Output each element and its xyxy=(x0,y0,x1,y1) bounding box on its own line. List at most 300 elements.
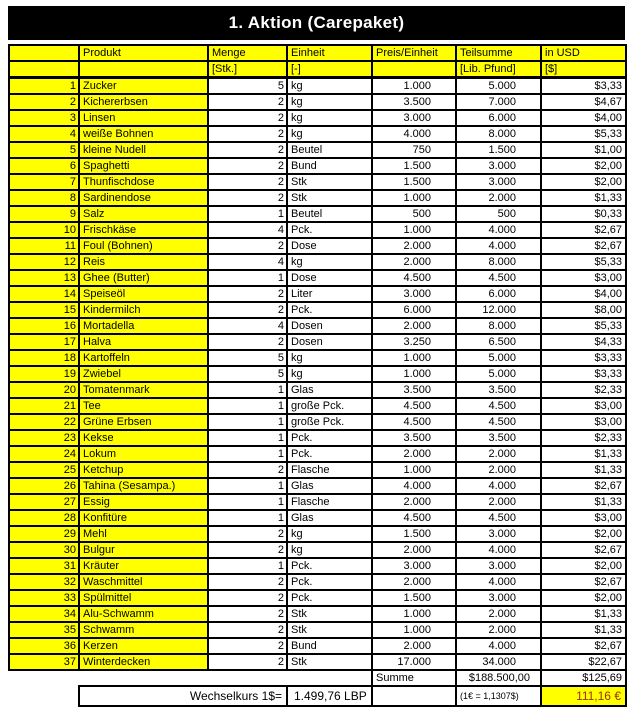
cell-menge: 2 xyxy=(208,158,287,174)
table-row xyxy=(9,222,626,238)
cell-teilsumme: 3.000 xyxy=(456,590,541,606)
cell-produkt: Mortadella xyxy=(79,318,208,334)
table-row xyxy=(9,590,626,606)
table-row xyxy=(9,654,626,670)
exchange-rate-value: 1.499,76 LBP xyxy=(287,686,372,706)
cell-usd: $5,33 xyxy=(541,126,626,142)
cell-einheit: Glas xyxy=(287,478,372,494)
cell-preis: 3.500 xyxy=(372,430,456,446)
cell-nr: 30 xyxy=(9,542,79,558)
cell-menge: 2 xyxy=(208,286,287,302)
cell-produkt: Alu-Schwamm xyxy=(79,606,208,622)
cell-produkt: Salz xyxy=(79,206,208,222)
cell-menge: 2 xyxy=(208,142,287,158)
cell-teilsumme: 3.500 xyxy=(456,382,541,398)
cell-einheit: Stk xyxy=(287,190,372,206)
cell-produkt: Thunfischdose xyxy=(79,174,208,190)
cell-produkt: Tomatenmark xyxy=(79,382,208,398)
cell-teilsumme: 4.500 xyxy=(456,510,541,526)
header-usd: in USD xyxy=(541,45,626,61)
cell-einheit: kg xyxy=(287,126,372,142)
cell-menge: 1 xyxy=(208,430,287,446)
cell-produkt: Waschmittel xyxy=(79,574,208,590)
table-row xyxy=(9,510,626,526)
cell-einheit: Pck. xyxy=(287,430,372,446)
unit-preis xyxy=(372,61,456,78)
header-row xyxy=(9,45,626,61)
cell-einheit: große Pck. xyxy=(287,414,372,430)
cell-einheit: Dosen xyxy=(287,334,372,350)
cell-usd: $3,00 xyxy=(541,414,626,430)
cell-teilsumme: 4.000 xyxy=(456,638,541,654)
cell-teilsumme: 4.000 xyxy=(456,222,541,238)
cell-produkt: Kichererbsen xyxy=(79,94,208,110)
cell-preis: 3.000 xyxy=(372,286,456,302)
table-row xyxy=(9,142,626,158)
cell-preis: 1.000 xyxy=(372,222,456,238)
cell-nr: 36 xyxy=(9,638,79,654)
cell-produkt: Bulgur xyxy=(79,542,208,558)
cell-einheit: große Pck. xyxy=(287,398,372,414)
cell-nr: 16 xyxy=(9,318,79,334)
cell-produkt: Zucker xyxy=(79,78,208,95)
cell-menge: 2 xyxy=(208,302,287,318)
cell-teilsumme: 500 xyxy=(456,206,541,222)
cell-nr: 13 xyxy=(9,270,79,286)
cell-menge: 2 xyxy=(208,622,287,638)
cell-einheit: kg xyxy=(287,110,372,126)
cell-menge: 2 xyxy=(208,462,287,478)
cell-menge: 5 xyxy=(208,350,287,366)
cell-preis: 500 xyxy=(372,206,456,222)
cell-teilsumme: 4.500 xyxy=(456,270,541,286)
cell-preis: 6.000 xyxy=(372,302,456,318)
cell-produkt: Ghee (Butter) xyxy=(79,270,208,286)
cell-teilsumme: 4.000 xyxy=(456,238,541,254)
cell-menge: 2 xyxy=(208,334,287,350)
cell-menge: 2 xyxy=(208,238,287,254)
cell-produkt: Tahina (Sesampa.) xyxy=(79,478,208,494)
cell-nr: 15 xyxy=(9,302,79,318)
cell-produkt: Kekse xyxy=(79,430,208,446)
cell-nr: 20 xyxy=(9,382,79,398)
cell-menge: 4 xyxy=(208,222,287,238)
cell-produkt: Mehl xyxy=(79,526,208,542)
cell-usd: $5,33 xyxy=(541,254,626,270)
cell-einheit: kg xyxy=(287,78,372,95)
cell-teilsumme: 1.500 xyxy=(456,142,541,158)
cell-nr: 10 xyxy=(9,222,79,238)
table-row xyxy=(9,302,626,318)
summary-row xyxy=(9,670,626,686)
cell-produkt: Lokum xyxy=(79,446,208,462)
cell-preis: 1.000 xyxy=(372,462,456,478)
cell-teilsumme: 6.500 xyxy=(456,334,541,350)
cell-einheit: Pck. xyxy=(287,302,372,318)
cell-einheit: kg xyxy=(287,526,372,542)
cell-nr: 1 xyxy=(9,78,79,95)
cell-preis: 1.000 xyxy=(372,606,456,622)
cell-preis: 4.000 xyxy=(372,126,456,142)
table-row xyxy=(9,430,626,446)
cell-nr: 25 xyxy=(9,462,79,478)
cell-produkt: kleine Nudell xyxy=(79,142,208,158)
cell-menge: 2 xyxy=(208,174,287,190)
table-row xyxy=(9,78,626,95)
table-row xyxy=(9,446,626,462)
cell-einheit: kg xyxy=(287,350,372,366)
cell-usd: $2,67 xyxy=(541,574,626,590)
cell-teilsumme: 5.000 xyxy=(456,350,541,366)
table-row xyxy=(9,558,626,574)
cell-preis: 4.500 xyxy=(372,270,456,286)
cell-preis: 2.000 xyxy=(372,238,456,254)
cell-preis: 1.000 xyxy=(372,78,456,95)
cell-usd: $2,00 xyxy=(541,590,626,606)
table-row xyxy=(9,126,626,142)
euro-rate-note: (1€ = 1,1307$) xyxy=(456,686,541,706)
cell-usd: $2,33 xyxy=(541,430,626,446)
cell-preis: 2.000 xyxy=(372,254,456,270)
cell-preis: 2.000 xyxy=(372,494,456,510)
cell-usd: $1,00 xyxy=(541,142,626,158)
table-row xyxy=(9,350,626,366)
cell-menge: 2 xyxy=(208,526,287,542)
cell-nr: 37 xyxy=(9,654,79,670)
cell-menge: 1 xyxy=(208,558,287,574)
cell-einheit: Bund xyxy=(287,158,372,174)
cell-usd: $3,33 xyxy=(541,350,626,366)
cell-nr: 2 xyxy=(9,94,79,110)
cell-produkt: Sardinendose xyxy=(79,190,208,206)
exchange-rate-label: Wechselkurs 1$= xyxy=(79,686,287,706)
cell-usd: $2,00 xyxy=(541,174,626,190)
cell-usd: $2,33 xyxy=(541,382,626,398)
cell-teilsumme: 3.500 xyxy=(456,430,541,446)
cell-usd: $2,00 xyxy=(541,558,626,574)
cell-teilsumme: 3.000 xyxy=(456,158,541,174)
cell-preis: 2.000 xyxy=(372,574,456,590)
cell-produkt: Halva xyxy=(79,334,208,350)
cell-teilsumme: 2.000 xyxy=(456,606,541,622)
cell-usd: $1,33 xyxy=(541,606,626,622)
table-row xyxy=(9,334,626,350)
cell-menge: 5 xyxy=(208,78,287,95)
cell-produkt: Kerzen xyxy=(79,638,208,654)
cell-produkt: Spaghetti xyxy=(79,158,208,174)
cell-teilsumme: 2.000 xyxy=(456,462,541,478)
table-row xyxy=(9,110,626,126)
table-row xyxy=(9,94,626,110)
cell-menge: 1 xyxy=(208,510,287,526)
cell-usd: $8,00 xyxy=(541,302,626,318)
table-body xyxy=(9,78,626,671)
cell-einheit: Dosen xyxy=(287,318,372,334)
unit-einheit: [-] xyxy=(287,61,372,78)
cell-nr: 33 xyxy=(9,590,79,606)
cell-nr: 29 xyxy=(9,526,79,542)
cell-menge: 1 xyxy=(208,478,287,494)
table-row xyxy=(9,494,626,510)
cell-nr: 8 xyxy=(9,190,79,206)
unit-menge: [Stk.] xyxy=(208,61,287,78)
unit-nr xyxy=(9,61,79,78)
summary-teilsumme: $188.500,00 xyxy=(456,670,541,686)
cell-produkt: Speiseöl xyxy=(79,286,208,302)
cell-preis: 4.500 xyxy=(372,398,456,414)
cell-usd: $2,67 xyxy=(541,542,626,558)
cell-usd: $22,67 xyxy=(541,654,626,670)
cell-menge: 4 xyxy=(208,254,287,270)
table-row xyxy=(9,382,626,398)
cell-usd: $4,67 xyxy=(541,94,626,110)
unit-usd: [$] xyxy=(541,61,626,78)
cell-produkt: Linsen xyxy=(79,110,208,126)
header-preis: Preis/Einheit xyxy=(372,45,456,61)
unit-produkt xyxy=(79,61,208,78)
cell-einheit: Dose xyxy=(287,270,372,286)
cell-teilsumme: 7.000 xyxy=(456,94,541,110)
cell-einheit: Pck. xyxy=(287,222,372,238)
header-produkt: Produkt xyxy=(79,45,208,61)
cell-einheit: Beutel xyxy=(287,206,372,222)
cell-produkt: Tee xyxy=(79,398,208,414)
carepaket-sheet xyxy=(8,6,625,707)
cell-preis: 3.000 xyxy=(372,110,456,126)
cell-nr: 4 xyxy=(9,126,79,142)
cell-nr: 3 xyxy=(9,110,79,126)
cell-menge: 2 xyxy=(208,654,287,670)
cell-produkt: Grüne Erbsen xyxy=(79,414,208,430)
cell-teilsumme: 4.000 xyxy=(456,574,541,590)
cell-nr: 22 xyxy=(9,414,79,430)
cell-menge: 2 xyxy=(208,190,287,206)
cell-teilsumme: 3.000 xyxy=(456,174,541,190)
cell-preis: 1.000 xyxy=(372,622,456,638)
cell-preis: 1.000 xyxy=(372,366,456,382)
cell-preis: 2.000 xyxy=(372,446,456,462)
page-title: 1. Aktion (Carepaket) xyxy=(8,6,625,40)
cell-produkt: Schwamm xyxy=(79,622,208,638)
cell-einheit: Stk xyxy=(287,654,372,670)
cell-nr: 18 xyxy=(9,350,79,366)
cell-preis: 2.000 xyxy=(372,638,456,654)
table-row xyxy=(9,526,626,542)
cell-nr: 12 xyxy=(9,254,79,270)
cell-nr: 14 xyxy=(9,286,79,302)
summary-label: Summe xyxy=(372,670,456,686)
rate-empty-cell xyxy=(372,686,456,706)
cell-einheit: Beutel xyxy=(287,142,372,158)
cell-teilsumme: 6.000 xyxy=(456,110,541,126)
cell-nr: 7 xyxy=(9,174,79,190)
summary-usd: $125,69 xyxy=(541,670,626,686)
cell-teilsumme: 4.000 xyxy=(456,542,541,558)
cell-nr: 23 xyxy=(9,430,79,446)
cell-teilsumme: 4.000 xyxy=(456,478,541,494)
cell-nr: 28 xyxy=(9,510,79,526)
table-row xyxy=(9,574,626,590)
exchange-rate-row xyxy=(9,686,626,706)
table-row xyxy=(9,286,626,302)
cell-teilsumme: 2.000 xyxy=(456,190,541,206)
cell-produkt: Kräuter xyxy=(79,558,208,574)
header-nr xyxy=(9,45,79,61)
cell-usd: $1,33 xyxy=(541,462,626,478)
cell-einheit: Bund xyxy=(287,638,372,654)
cell-nr: 31 xyxy=(9,558,79,574)
cell-usd: $1,33 xyxy=(541,190,626,206)
cell-menge: 2 xyxy=(208,638,287,654)
cell-preis: 17.000 xyxy=(372,654,456,670)
table-row xyxy=(9,190,626,206)
table-row xyxy=(9,158,626,174)
cell-usd: $3,33 xyxy=(541,366,626,382)
cell-nr: 6 xyxy=(9,158,79,174)
cell-teilsumme: 8.000 xyxy=(456,126,541,142)
cell-usd: $1,33 xyxy=(541,446,626,462)
cell-preis: 750 xyxy=(372,142,456,158)
cell-menge: 1 xyxy=(208,270,287,286)
cell-usd: $2,67 xyxy=(541,238,626,254)
table-row xyxy=(9,414,626,430)
cell-teilsumme: 2.000 xyxy=(456,494,541,510)
cell-preis: 1.000 xyxy=(372,190,456,206)
cell-einheit: Pck. xyxy=(287,446,372,462)
cell-preis: 3.250 xyxy=(372,334,456,350)
cell-nr: 17 xyxy=(9,334,79,350)
cell-einheit: Flasche xyxy=(287,462,372,478)
header-einheit: Einheit xyxy=(287,45,372,61)
euro-total: 111,16 € xyxy=(541,686,626,706)
table-row xyxy=(9,366,626,382)
cell-usd: $3,00 xyxy=(541,270,626,286)
cell-einheit: Glas xyxy=(287,510,372,526)
rate-spacer xyxy=(9,686,79,706)
cell-preis: 1.500 xyxy=(372,590,456,606)
cell-menge: 2 xyxy=(208,590,287,606)
cell-teilsumme: 5.000 xyxy=(456,366,541,382)
cell-teilsumme: 4.500 xyxy=(456,398,541,414)
cell-einheit: Pck. xyxy=(287,590,372,606)
table-row xyxy=(9,606,626,622)
cell-einheit: Dose xyxy=(287,238,372,254)
cell-nr: 19 xyxy=(9,366,79,382)
cell-menge: 1 xyxy=(208,446,287,462)
cell-preis: 3.000 xyxy=(372,558,456,574)
cell-nr: 32 xyxy=(9,574,79,590)
cell-menge: 1 xyxy=(208,206,287,222)
cell-teilsumme: 3.000 xyxy=(456,526,541,542)
table-row xyxy=(9,622,626,638)
cell-menge: 2 xyxy=(208,94,287,110)
cell-preis: 1.000 xyxy=(372,350,456,366)
cell-produkt: Kindermilch xyxy=(79,302,208,318)
table-row xyxy=(9,254,626,270)
table-row xyxy=(9,206,626,222)
cell-teilsumme: 34.000 xyxy=(456,654,541,670)
cell-einheit: kg xyxy=(287,366,372,382)
cell-einheit: Stk xyxy=(287,606,372,622)
cell-nr: 27 xyxy=(9,494,79,510)
header-menge: Menge xyxy=(208,45,287,61)
cell-teilsumme: 4.500 xyxy=(456,414,541,430)
cell-preis: 3.500 xyxy=(372,382,456,398)
cell-produkt: Ketchup xyxy=(79,462,208,478)
cell-preis: 2.000 xyxy=(372,318,456,334)
cell-produkt: Foul (Bohnen) xyxy=(79,238,208,254)
cell-menge: 1 xyxy=(208,414,287,430)
cell-einheit: Glas xyxy=(287,382,372,398)
cell-usd: $3,33 xyxy=(541,78,626,95)
cell-menge: 1 xyxy=(208,398,287,414)
cell-produkt: Reis xyxy=(79,254,208,270)
cell-usd: $2,00 xyxy=(541,158,626,174)
cell-menge: 1 xyxy=(208,494,287,510)
table-row xyxy=(9,462,626,478)
unit-teilsumme: [Lib. Pfund] xyxy=(456,61,541,78)
cell-produkt: Essig xyxy=(79,494,208,510)
cell-preis: 4.500 xyxy=(372,510,456,526)
cell-einheit: Pck. xyxy=(287,558,372,574)
cell-usd: $4,33 xyxy=(541,334,626,350)
cell-teilsumme: 6.000 xyxy=(456,286,541,302)
cell-menge: 1 xyxy=(208,382,287,398)
cell-usd: $3,00 xyxy=(541,398,626,414)
cell-menge: 4 xyxy=(208,318,287,334)
table-row xyxy=(9,638,626,654)
table-row xyxy=(9,318,626,334)
cell-einheit: Stk xyxy=(287,174,372,190)
header-units-row xyxy=(9,61,626,78)
cell-einheit: Pck. xyxy=(287,574,372,590)
cell-usd: $2,67 xyxy=(541,478,626,494)
summary-spacer xyxy=(9,670,372,686)
table-row xyxy=(9,398,626,414)
cell-teilsumme: 8.000 xyxy=(456,254,541,270)
cell-preis: 1.500 xyxy=(372,174,456,190)
cell-usd: $1,33 xyxy=(541,622,626,638)
cell-produkt: Zwiebel xyxy=(79,366,208,382)
cell-einheit: kg xyxy=(287,542,372,558)
cell-teilsumme: 5.000 xyxy=(456,78,541,95)
table-row xyxy=(9,270,626,286)
cell-usd: $2,67 xyxy=(541,638,626,654)
cell-produkt: Frischkäse xyxy=(79,222,208,238)
cell-nr: 24 xyxy=(9,446,79,462)
cell-menge: 2 xyxy=(208,110,287,126)
cell-usd: $2,00 xyxy=(541,526,626,542)
cell-produkt: Kartoffeln xyxy=(79,350,208,366)
cell-teilsumme: 8.000 xyxy=(456,318,541,334)
cell-preis: 4.000 xyxy=(372,478,456,494)
cell-produkt: Spülmittel xyxy=(79,590,208,606)
table-row xyxy=(9,478,626,494)
cell-nr: 21 xyxy=(9,398,79,414)
cell-preis: 2.000 xyxy=(372,542,456,558)
cell-menge: 2 xyxy=(208,606,287,622)
table-row xyxy=(9,542,626,558)
cell-produkt: weiße Bohnen xyxy=(79,126,208,142)
cell-teilsumme: 3.000 xyxy=(456,558,541,574)
cell-usd: $4,00 xyxy=(541,110,626,126)
cell-menge: 5 xyxy=(208,366,287,382)
cell-einheit: kg xyxy=(287,94,372,110)
cell-einheit: Liter xyxy=(287,286,372,302)
cell-usd: $2,67 xyxy=(541,222,626,238)
cell-nr: 11 xyxy=(9,238,79,254)
cell-nr: 26 xyxy=(9,478,79,494)
